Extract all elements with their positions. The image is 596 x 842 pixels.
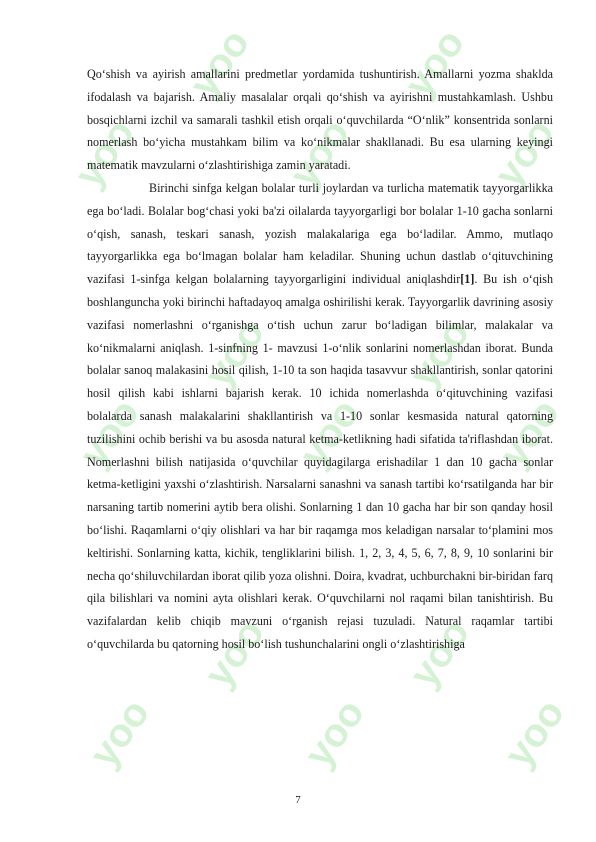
page-number: 7 [295,794,301,806]
body-text [87,63,553,656]
svg-text:yoo: yoo [71,391,149,476]
paragraph [87,177,553,656]
svg-text:yoo: yoo [491,391,569,476]
svg-text:yoo: yoo [401,611,479,696]
watermark-mark [296,692,373,775]
svg-text:yoo: yoo [66,111,144,196]
svg-text:yoo: yoo [196,611,274,696]
svg-text:yoo: yoo [291,391,369,476]
watermark-mark [81,692,158,775]
text-run: Birinchi sinfga kelgan bolalar turli joylardan va turlicha matematik tayyorgarlikka ega bo‘ladi. Bolalar bog‘chasi yoki ba'zi oilalarda tayyorgarligi bor bolalar 1-10 gacha sonlarni o‘qish, sanash, teskari sanash, yozish malakalariga ega bo‘ladilar. Ammo, mutlaqo tayyorgarlikka ega bo‘lmagan bolalar ham keladilar. Shuning uchun dastlab o‘qituvchining vazifasi 1-sinfga kelgan bolalarning tayyorgarligini individual aniqlashdir [87,180,553,287]
paragraph [87,63,553,177]
svg-text:yoo: yoo [396,21,474,106]
text-run: . Bu ish o‘qish boshlanguncha yoki birinchi haftadayoq amalga oshirilishi kerak. Tayyorgarlik davrining asosiy vazifasi nomerlashni o‘rganishga o‘tish uchun zarur bo‘ladigan bilimlar, malakalar va ko‘nikmalarni aniqlash. 1-sinfning 1- mavzusi 1-o‘nlik sonlarini nomerlashdan iborat. Bunda bolalar sanoq malakasini hosil qilish, 1-10 ta son haqida tasavvur shakllantirish, sonlar qatorini hosil qilish kabi ishlarni bajarish kerak. 10 ichida nomerlashda o‘qituvchining vazifasi bolalarda sanash malakalarini shakllantirish va 1-10 sonlar kesmasida natural qatorning tuzilishini ochib berishi va bu asosda natural ketma-ketlikning hadi sifatida ta'riflashdan iborat. Nomerlashni bilish natijasida o‘quvchilar quyidagilarga erishadilar 1 dan 10 gacha sonlar ketma-ketligini yaxshi o‘zlashtirish. Narsalarni sanashni va sanash tartibi ko‘rsatilganda har bir narsaning tartib nomerini aytib bera olishi. Sonlarning 1 dan 10 gacha har bir son qanday hosil bo‘lishi. Raqamlarni o‘qiy olishlari va har bir raqamga mos keladigan narsalar to‘plamini mos keltirishi. Sonlarning katta, kichik, tengliklarini bilish. 1, 2, 3, 4, 5, 6, 7, 8, 9, 10 sonlarini bir necha qo‘shiluvchilardan iborat qilib yoza olishni. Doira, kvadrat, uchburchakni bir-biridan farq qila bilishlari va nomini ayta olishlari kerak. O‘quvchilarni nol raqami bilan tanishtirish. Bu vazifalardan kelib chiqib mavzuni o‘rganish rejasi tuzuladi. Natural raqamlar tartibi o‘quvchilarda bu qatorning hosil bo‘lish tushunchalarini ongli o‘zlashtirishiga [87,272,553,651]
citation-reference: [1] [460,272,475,287]
svg-text:yoo: yoo [181,21,259,106]
text-run: Qo‘shish va ayirish amallarini predmetlar yordamida tushuntirish. Amallarni yozma shaklda ifodalash va bajarish. Amaliy masalalar orqali qo‘shish va ayirishni mustahkamlash. Ushbu bosqichlarni izchil va samarali tashkil etish orqali o‘quvchilarda “O‘nlik” konsentrida sonlarni nomerlash bo‘yicha mustahkam bilim va ko‘nikmalar shakllanadi. Bu esa ularning keyingi matematik mavzularni o‘zlashtirishiga zamin yaratadi. [87,67,553,173]
svg-text:yoo: yoo [486,111,564,196]
svg-text:yoo: yoo [281,111,359,196]
svg-text:yoo: yoo [196,311,274,396]
watermark-mark [496,692,573,775]
svg-text:yoo: yoo [81,691,159,776]
svg-text:yoo: yoo [496,691,574,776]
svg-text:yoo: yoo [401,311,479,396]
svg-text:yoo: yoo [296,691,374,776]
